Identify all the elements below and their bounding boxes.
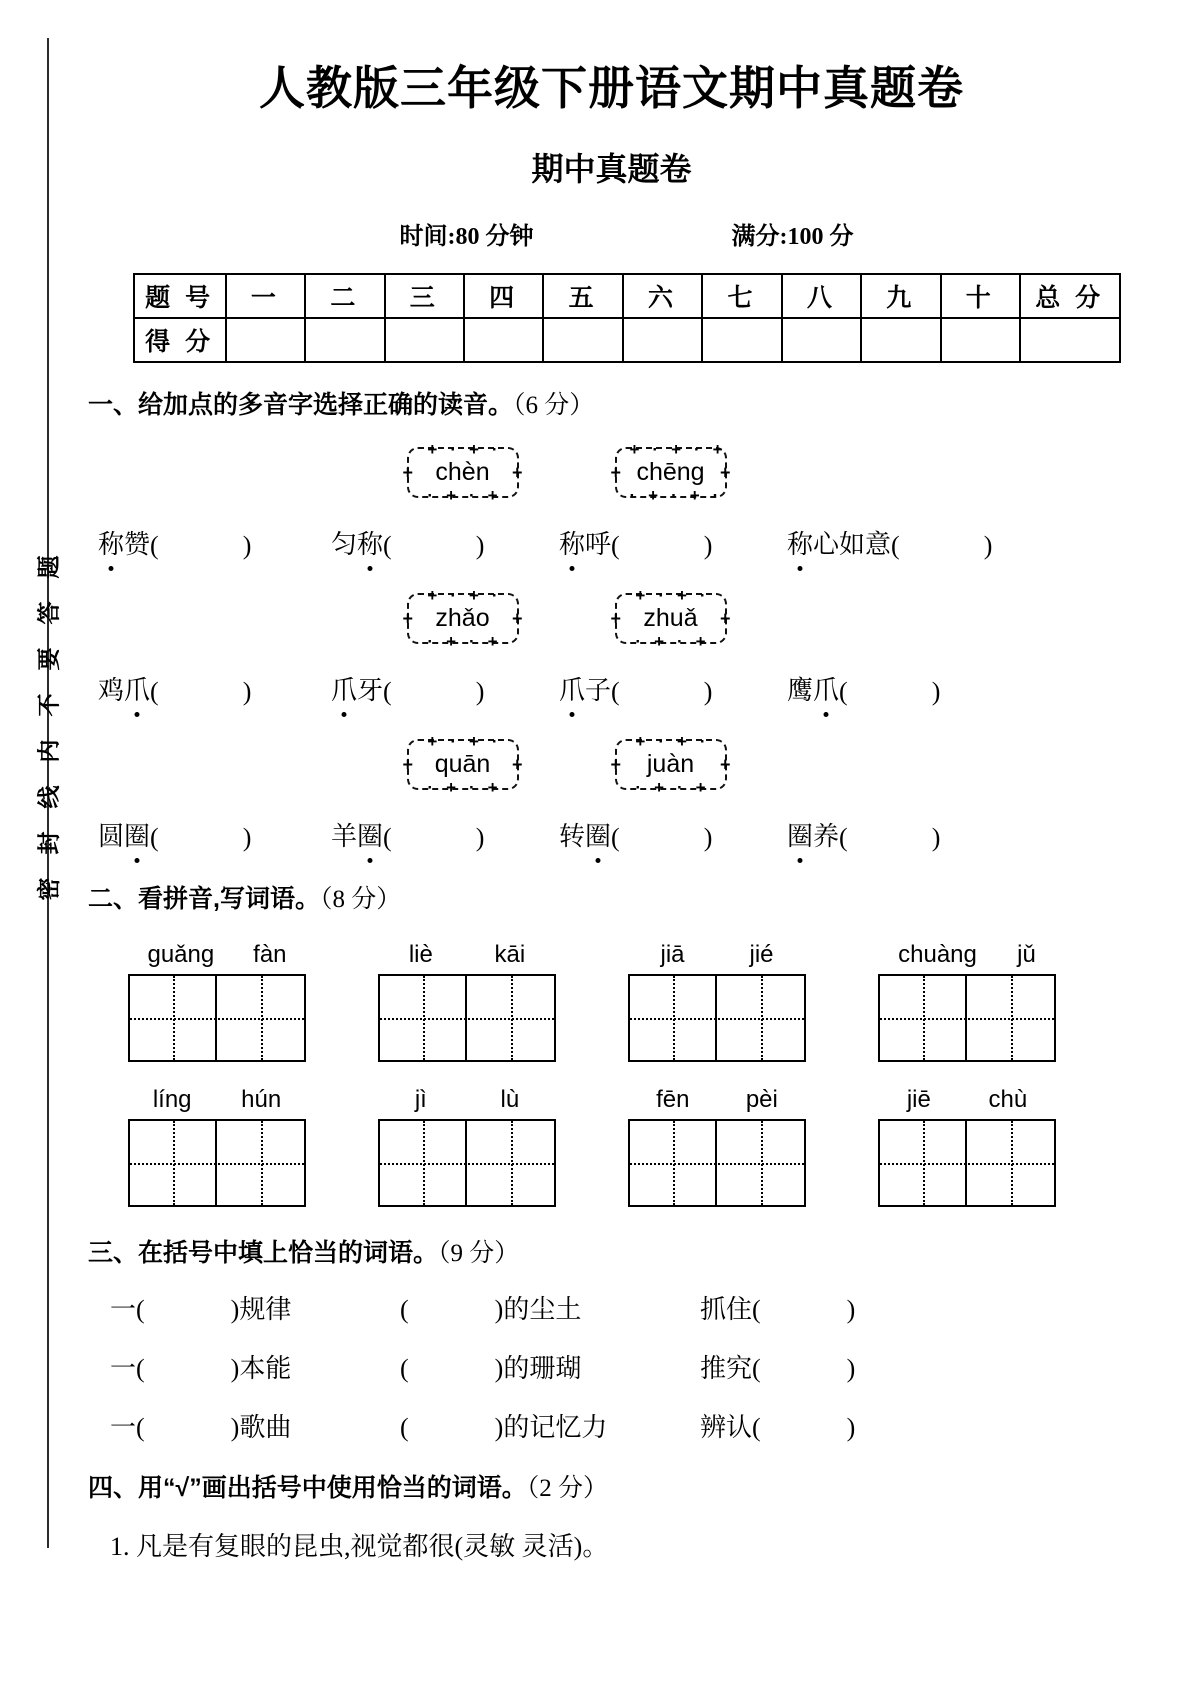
word-item[interactable]: 鸡 爪 ( )	[98, 670, 331, 707]
tianzige-box[interactable]	[878, 974, 1056, 1062]
word-post: 养	[813, 822, 840, 851]
question-line[interactable]: 1. 凡是有复眼的昆虫,视觉都很(灵敏 灵活)。	[110, 1532, 609, 1561]
fill-post: )的记忆力	[494, 1413, 608, 1442]
word-pre: 匀	[331, 530, 358, 559]
section-2-title: 二、看拼音,写词语。	[88, 885, 320, 913]
word-post: 心如意	[813, 530, 892, 559]
word-item[interactable]: 鹰 爪 ( )	[787, 670, 1037, 707]
score-table-label-gain: 得 分	[134, 318, 226, 362]
fill-item[interactable]	[110, 1348, 400, 1385]
tianzige-cell[interactable]	[630, 976, 717, 1060]
word-dot-char: 圈	[124, 816, 150, 853]
exam-page	[62, 0, 1191, 1684]
tianzige-item	[592, 1086, 842, 1207]
word-item[interactable]: 爪 牙 ( )	[331, 670, 559, 707]
word-item[interactable]: 称 心如意 ( )	[787, 524, 1037, 561]
score-input-4[interactable]	[464, 318, 543, 362]
pinyin-chip[interactable]	[407, 586, 519, 651]
word-pre: 鸡	[98, 676, 125, 705]
sealing-line-text: 密封线内不要答题	[35, 532, 62, 901]
chip-label: zhǎo	[435, 604, 490, 632]
word-pre: 羊	[331, 822, 358, 851]
pinyin-chip-row-1	[62, 440, 1191, 505]
score-table-label-number: 题 号	[134, 274, 226, 318]
section-3-title: 三、在括号中填上恰当的词语。	[88, 1239, 439, 1267]
score-col-total: 总 分	[1020, 274, 1120, 318]
tianzige-cell[interactable]	[130, 976, 217, 1060]
word-dot-char: 爪	[124, 670, 150, 707]
pinyin-chip-row-2	[62, 586, 1191, 651]
tianzige-row-1	[92, 941, 1191, 1062]
fill-item[interactable]	[400, 1289, 700, 1326]
chip-label: quān	[434, 750, 491, 778]
tianzige-row-2	[92, 1086, 1191, 1207]
score-table-value-row	[134, 318, 1120, 362]
chip-top-dots: + +·+·	[427, 586, 511, 605]
pinyin-chip[interactable]	[615, 586, 727, 651]
tianzige-cell[interactable]	[217, 1121, 304, 1205]
exam-total-score: 满分:100 分	[731, 224, 854, 250]
pinyin-syllable: fàn	[253, 941, 287, 968]
pinyin-chip[interactable]	[407, 732, 519, 797]
chip-label: zhuǎ	[643, 604, 698, 632]
fill-post: )的珊瑚	[494, 1354, 582, 1383]
page-subtitle: 期中真题卷	[531, 151, 692, 187]
sealing-line-sidebar	[0, 0, 62, 1684]
section-2-points: （8 分）	[319, 886, 402, 913]
tianzige-item	[842, 1086, 1092, 1207]
fill-pre: 一(	[110, 1295, 145, 1324]
score-col-2: 二	[305, 274, 384, 318]
score-input-10[interactable]	[941, 318, 1020, 362]
word-dot-char: 圈	[585, 816, 611, 853]
score-input-1[interactable]	[226, 318, 305, 362]
section-4-title: 四、用“√”画出括号中使用恰当的词语。	[88, 1474, 527, 1502]
word-dot-char: 圈	[357, 816, 383, 853]
section-4-points: （2 分）	[526, 1475, 608, 1502]
score-input-7[interactable]	[702, 318, 781, 362]
word-dot-char: 爪	[559, 670, 585, 707]
tianzige-pinyin	[128, 1086, 306, 1114]
fill-post: )歌曲	[230, 1413, 292, 1442]
pinyin-syllable: chù	[988, 1086, 1028, 1113]
fill-pre: (	[400, 1413, 409, 1442]
fill-pre: 推究(	[700, 1354, 761, 1383]
fill-post: )	[846, 1295, 856, 1324]
fill-item[interactable]	[700, 1407, 960, 1444]
pinyin-syllable: jǔ	[1017, 941, 1036, 968]
fill-item[interactable]	[110, 1289, 400, 1326]
score-input-6[interactable]	[623, 318, 702, 362]
pinyin-syllable: kāi	[494, 941, 526, 968]
fill-row	[110, 1289, 1191, 1326]
tianzige-box[interactable]	[628, 1119, 806, 1207]
word-row-1	[98, 524, 1191, 561]
chip-bottom-dots: ·+·+	[427, 632, 511, 651]
tianzige-cell[interactable]	[380, 976, 467, 1060]
tianzige-cell[interactable]	[217, 976, 304, 1060]
chip-top-dots: + +·+·	[427, 732, 511, 751]
fill-item[interactable]	[110, 1407, 400, 1444]
chip-bottom-dots: ·+·+·	[629, 486, 732, 505]
score-input-2[interactable]	[305, 318, 384, 362]
score-input-5[interactable]	[543, 318, 622, 362]
fill-pre: 辨认(	[700, 1413, 761, 1442]
tianzige-cell[interactable]	[967, 1121, 1054, 1205]
word-dot-char: 称	[559, 524, 585, 561]
pinyin-chip[interactable]	[407, 440, 519, 505]
word-item[interactable]: 称 赞 ( )	[98, 524, 331, 561]
page-title: 人教版三年级下册语文期中真题卷	[259, 62, 964, 114]
score-input-8[interactable]	[782, 318, 861, 362]
word-dot-char: 称	[787, 524, 813, 561]
score-col-6: 六	[623, 274, 702, 318]
word-item[interactable]: 称 呼 ( )	[559, 524, 787, 561]
chip-top-dots: + +·+·	[427, 440, 511, 459]
tianzige-cell[interactable]	[467, 1121, 554, 1205]
chip-bottom-dots: ·+·+	[635, 778, 719, 797]
word-pre: 鹰	[787, 676, 814, 705]
fill-post: )本能	[230, 1354, 292, 1383]
score-col-1: 一	[226, 274, 305, 318]
tianzige-cell[interactable]	[717, 976, 804, 1060]
fill-post: )规律	[230, 1295, 292, 1324]
exam-meta	[62, 216, 1191, 251]
chip-bottom-dots: ·+·+	[427, 778, 511, 797]
pinyin-syllable: fēn	[656, 1086, 690, 1113]
pinyin-syllable: jiā	[660, 941, 685, 968]
tianzige-cell[interactable]	[380, 1121, 467, 1205]
word-dot-char: 称	[357, 524, 383, 561]
word-pre: 转	[559, 822, 586, 851]
tianzige-cell[interactable]	[630, 1121, 717, 1205]
fill-pre: 一(	[110, 1354, 145, 1383]
chip-top-dots: + +·+·	[635, 732, 719, 751]
pinyin-chip-row-3	[62, 732, 1191, 797]
tianzige-cell[interactable]	[130, 1121, 217, 1205]
score-input-3[interactable]	[385, 318, 464, 362]
tianzige-pinyin	[878, 1086, 1056, 1114]
tianzige-pinyin	[878, 941, 1056, 969]
tianzige-item	[342, 1086, 592, 1207]
score-col-4: 四	[464, 274, 543, 318]
score-col-3: 三	[385, 274, 464, 318]
word-post: 子	[585, 676, 612, 705]
word-dot-char: 爪	[331, 670, 357, 707]
tianzige-item	[92, 941, 342, 1062]
pinyin-chip[interactable]	[615, 440, 736, 505]
chip-label: juàn	[646, 750, 695, 778]
fill-row	[110, 1348, 1191, 1385]
tianzige-box[interactable]	[628, 974, 806, 1062]
score-input-9[interactable]	[861, 318, 940, 362]
section-1-title: 一、给加点的多音字选择正确的读音。	[88, 391, 514, 419]
score-col-8: 八	[782, 274, 861, 318]
chip-bottom-dots: ·+·+	[635, 632, 719, 651]
fill-item[interactable]	[400, 1348, 700, 1385]
section-heading-2	[88, 879, 1191, 915]
section-heading-3	[88, 1233, 1191, 1269]
pinyin-syllable: jiē	[906, 1086, 931, 1113]
tianzige-cell[interactable]	[880, 1121, 967, 1205]
score-input-total[interactable]	[1020, 318, 1120, 362]
pinyin-syllable: liè	[408, 941, 433, 968]
fill-pre: 一(	[110, 1413, 145, 1442]
word-item[interactable]: 匀 称 ( )	[331, 524, 559, 561]
fill-pre: (	[400, 1354, 409, 1383]
pinyin-syllable: pèi	[745, 1086, 778, 1113]
pinyin-syllable: hún	[241, 1086, 282, 1113]
section-heading-1	[88, 385, 1191, 421]
score-col-7: 七	[702, 274, 781, 318]
score-col-10: 十	[941, 274, 1020, 318]
score-table	[133, 273, 1121, 363]
word-dot-char: 圈	[787, 816, 813, 853]
tianzige-pinyin	[378, 941, 556, 969]
tianzige-cell[interactable]	[880, 976, 967, 1060]
tianzige-box[interactable]	[378, 1119, 556, 1207]
word-item[interactable]: 羊 圈 ( )	[331, 816, 559, 853]
tianzige-item	[342, 941, 592, 1062]
pinyin-syllable: jì	[414, 1086, 427, 1113]
word-pre: 圆	[98, 822, 125, 851]
word-post: 赞	[124, 530, 151, 559]
tianzige-pinyin	[628, 1086, 806, 1114]
tianzige-pinyin	[628, 941, 806, 969]
tianzige-box[interactable]	[378, 974, 556, 1062]
fill-post: )	[846, 1413, 856, 1442]
word-dot-char: 爪	[813, 670, 839, 707]
fill-post: )	[846, 1354, 856, 1383]
pinyin-syllable: chuàng	[898, 941, 977, 968]
tianzige-pinyin	[378, 1086, 556, 1114]
tianzige-cell[interactable]	[717, 1121, 804, 1205]
word-post: 牙	[357, 676, 384, 705]
tianzige-box[interactable]	[128, 1119, 306, 1207]
section-3-points: （9 分）	[438, 1240, 520, 1267]
word-item[interactable]: 转 圈 ( )	[559, 816, 787, 853]
fill-item[interactable]	[400, 1407, 700, 1444]
pinyin-syllable: líng	[152, 1086, 192, 1113]
score-col-9: 九	[861, 274, 940, 318]
section-heading-4	[88, 1468, 1191, 1504]
tianzige-pinyin	[128, 941, 306, 969]
tianzige-box[interactable]	[128, 974, 306, 1062]
word-dot-char: 称	[98, 524, 124, 561]
tianzige-item	[92, 1086, 342, 1207]
tianzige-item	[842, 941, 1092, 1062]
pinyin-chip[interactable]	[615, 732, 727, 797]
word-item[interactable]: 圆 圈 ( )	[98, 816, 331, 853]
section-1-points: （6 分）	[513, 392, 595, 419]
fill-pre: 抓住(	[700, 1295, 761, 1324]
chip-bottom-dots: ·+·+	[427, 486, 511, 505]
fill-item[interactable]	[700, 1289, 960, 1326]
chip-top-dots: + +·+·	[635, 586, 719, 605]
word-row-2	[98, 670, 1191, 707]
exam-time: 时间:80 分钟	[399, 224, 534, 250]
pinyin-syllable: guǎng	[147, 941, 215, 968]
word-item[interactable]: 圈 养 ( )	[787, 816, 1037, 853]
word-item[interactable]: 爪 子 ( )	[559, 670, 787, 707]
chip-label: chēng	[636, 458, 705, 486]
tianzige-item	[592, 941, 842, 1062]
fill-row	[110, 1407, 1191, 1444]
score-table-header-row	[134, 274, 1120, 318]
fill-post: )的尘土	[494, 1295, 582, 1324]
word-row-3	[98, 816, 1191, 853]
fill-pre: (	[400, 1295, 409, 1324]
tianzige-cell[interactable]	[467, 976, 554, 1060]
pinyin-syllable: lù	[500, 1086, 520, 1113]
tianzige-cell[interactable]	[967, 976, 1054, 1060]
chip-top-dots: + +·+·+	[629, 440, 736, 459]
tianzige-box[interactable]	[878, 1119, 1056, 1207]
word-post: 呼	[585, 530, 612, 559]
score-col-5: 五	[543, 274, 622, 318]
fill-item[interactable]	[700, 1348, 960, 1385]
pinyin-syllable: jié	[749, 941, 774, 968]
chip-label: chèn	[435, 458, 490, 486]
